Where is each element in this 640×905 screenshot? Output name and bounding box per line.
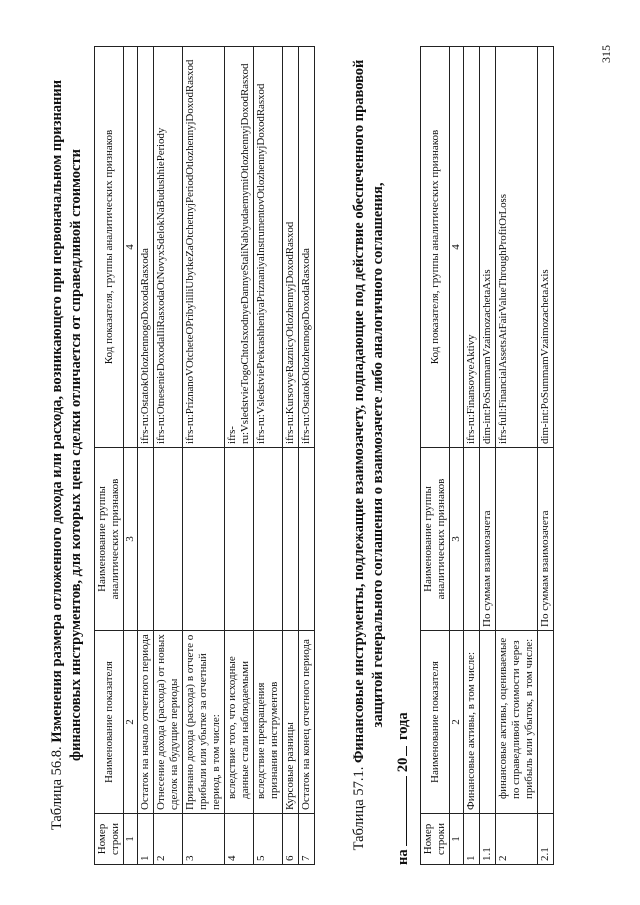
indicator-name-cell: [480, 631, 496, 814]
table-row: [225, 47, 254, 865]
table-56-8-label: Таблица 56.8.: [49, 746, 65, 831]
header-row-number: Номер строки: [421, 814, 450, 865]
group-name-cell: [183, 448, 225, 631]
column-number: 4: [124, 47, 138, 448]
group-name-cell: [154, 448, 183, 631]
group-name-cell: [464, 448, 480, 631]
group-name-cell: [299, 448, 315, 631]
column-number: 1: [450, 814, 464, 865]
row-number-cell: 1: [464, 814, 480, 865]
group-name-cell: [225, 448, 254, 631]
row-number-cell: 1.1: [480, 814, 496, 865]
indicator-name-cell: Остаток на конец отчетного периода: [299, 631, 315, 814]
table-row: [464, 47, 480, 865]
table-header-row: [95, 47, 124, 865]
row-number-cell: 2: [154, 814, 183, 865]
indicator-code-cell: ifrs-ru:PriznanoVOtcheteOPribylilliUbytkeZaOtchetnyjPeriodOtlozhennyjDoxodRasxod: [183, 47, 225, 448]
column-number-row: [450, 47, 464, 865]
column-number: 3: [124, 448, 138, 631]
table-57-1-label: Таблица 57.1.: [351, 766, 367, 851]
indicator-code-cell: ifrs-ru:KursovyeRaznicyOtlozhennyjDoxodRasxod: [283, 47, 299, 448]
header-group-name: Наименование группы аналитических признаков: [95, 448, 124, 631]
row-number-cell: 4: [225, 814, 254, 865]
indicator-name-cell: вследствие прекращения признания инструментов: [254, 631, 283, 814]
indicator-code-cell: ifrs-ru:OstatokOtlozhennogoDoxodaRasxoda: [299, 47, 315, 448]
header-row-number: Номер строки: [95, 814, 124, 865]
group-name-cell: [283, 448, 299, 631]
indicator-code-cell: ifrs-full:FinancialAssetsAtFairValueThroughProfitOrLoss: [496, 47, 538, 448]
table-56-8-body: [138, 47, 315, 865]
indicator-code-cell: ifrs-ru:OtnesenieDoxodaIliRasxodaOtNovyxSdelokNaBudushhiePeriody: [154, 47, 183, 448]
column-number: 1: [124, 814, 138, 865]
row-number-cell: 6: [283, 814, 299, 865]
group-name-cell: По суммам взаимозачета: [480, 448, 496, 631]
header-indicator-name: Наименование показателя: [421, 631, 450, 814]
table-header-row: [421, 47, 450, 865]
indicator-code-cell: ifrs-ru:FinansovyeAktivy: [464, 47, 480, 448]
table-57-1-title: [350, 45, 388, 865]
table-row: [254, 47, 283, 865]
group-name-cell: [138, 448, 154, 631]
indicator-code-cell: dim-int:PoSummamVzaimozachetaAxis: [538, 47, 554, 448]
date-suffix: года: [395, 712, 411, 741]
table-row: [183, 47, 225, 865]
page-number: 315: [599, 45, 613, 63]
year-blank: [394, 746, 407, 756]
table-row: [154, 47, 183, 865]
table-57-1-body: [464, 47, 554, 865]
table-row: [496, 47, 538, 865]
indicator-name-cell: Финансовые активы, в том числе:: [464, 631, 480, 814]
indicator-name-cell: Курсовые разницы: [283, 631, 299, 814]
date-blank: [394, 776, 407, 846]
indicator-name-cell: Отнесение дохода (расхода) от новых сделок на будущие периоды: [154, 631, 183, 814]
date-prefix: на: [395, 849, 411, 865]
column-number: 4: [450, 47, 464, 448]
row-number-cell: 2.1: [538, 814, 554, 865]
column-number: 2: [450, 631, 464, 814]
header-indicator-name: Наименование показателя: [95, 631, 124, 814]
table-row: [538, 47, 554, 865]
indicator-name-cell: Остаток на начало отчетного периода: [138, 631, 154, 814]
row-number-cell: 2: [496, 814, 538, 865]
column-number: 2: [124, 631, 138, 814]
column-number-row: [124, 47, 138, 865]
table-56-8-caption: Изменения размера отложенного дохода или расхода, возникающего при первоначальном признании финансовых инструментов, для которых цена сделки отличается от справедливой стоимости: [49, 79, 84, 761]
header-group-name: Наименование группы аналитических признаков: [421, 448, 450, 631]
indicator-code-cell: ifrs-ru:VsledstvieTogoChtoIsxodnyeDannyeStaliNablyudaemymiOtlozhennyjDoxodRasxod: [225, 47, 254, 448]
row-number-cell: 5: [254, 814, 283, 865]
column-number: 3: [450, 448, 464, 631]
header-code: Код показателя, группы аналитических признаков: [95, 47, 124, 448]
table-56-8-title: [48, 45, 86, 865]
date-year-prefix: 20: [395, 757, 411, 773]
group-name-cell: [496, 448, 538, 631]
report-date-line: [394, 45, 412, 865]
indicator-code-cell: ifrs-ru:OstatokOtlozhennogoDoxodaRasxoda: [138, 47, 154, 448]
table-row: [283, 47, 299, 865]
row-number-cell: 7: [299, 814, 315, 865]
indicator-code-cell: ifrs-ru:VsledstviePrekrashheniyaPriznaniyaInstrumentovOtlozhennyjDoxodRasxod: [254, 47, 283, 448]
indicator-name-cell: вследствие того, что исходные данные стали наблюдаемыми: [225, 631, 254, 814]
indicator-name-cell: [538, 631, 554, 814]
group-name-cell: [254, 448, 283, 631]
table-row: [299, 47, 315, 865]
group-name-cell: По суммам взаимозачета: [538, 448, 554, 631]
indicator-name-cell: Признано дохода (расхода) в отчете о прибыли или убытке за отчетный период, в том числе:: [183, 631, 225, 814]
table-row: [480, 47, 496, 865]
indicator-code-cell: dim-int:PoSummamVzaimozachetaAxis: [480, 47, 496, 448]
table-57-1-block: [350, 45, 554, 865]
rotated-sheet: [48, 45, 588, 865]
table-56-8-block: [48, 45, 315, 865]
table-56-8: [94, 46, 315, 865]
table-row: [138, 47, 154, 865]
row-number-cell: 1: [138, 814, 154, 865]
table-57-1-caption: Финансовые инструменты, подлежащие взаимозачету, подпадающие под действие обеспеченного правовой защитой генерального соглашения о взаимозачете либо аналогичного соглашения,: [351, 59, 386, 764]
row-number-cell: 3: [183, 814, 225, 865]
table-57-1: [420, 46, 554, 865]
header-code: Код показателя, группы аналитических признаков: [421, 47, 450, 448]
indicator-name-cell: финансовые активы, оцениваемые по справедливой стоимости через прибыль или убыток, в том числе:: [496, 631, 538, 814]
